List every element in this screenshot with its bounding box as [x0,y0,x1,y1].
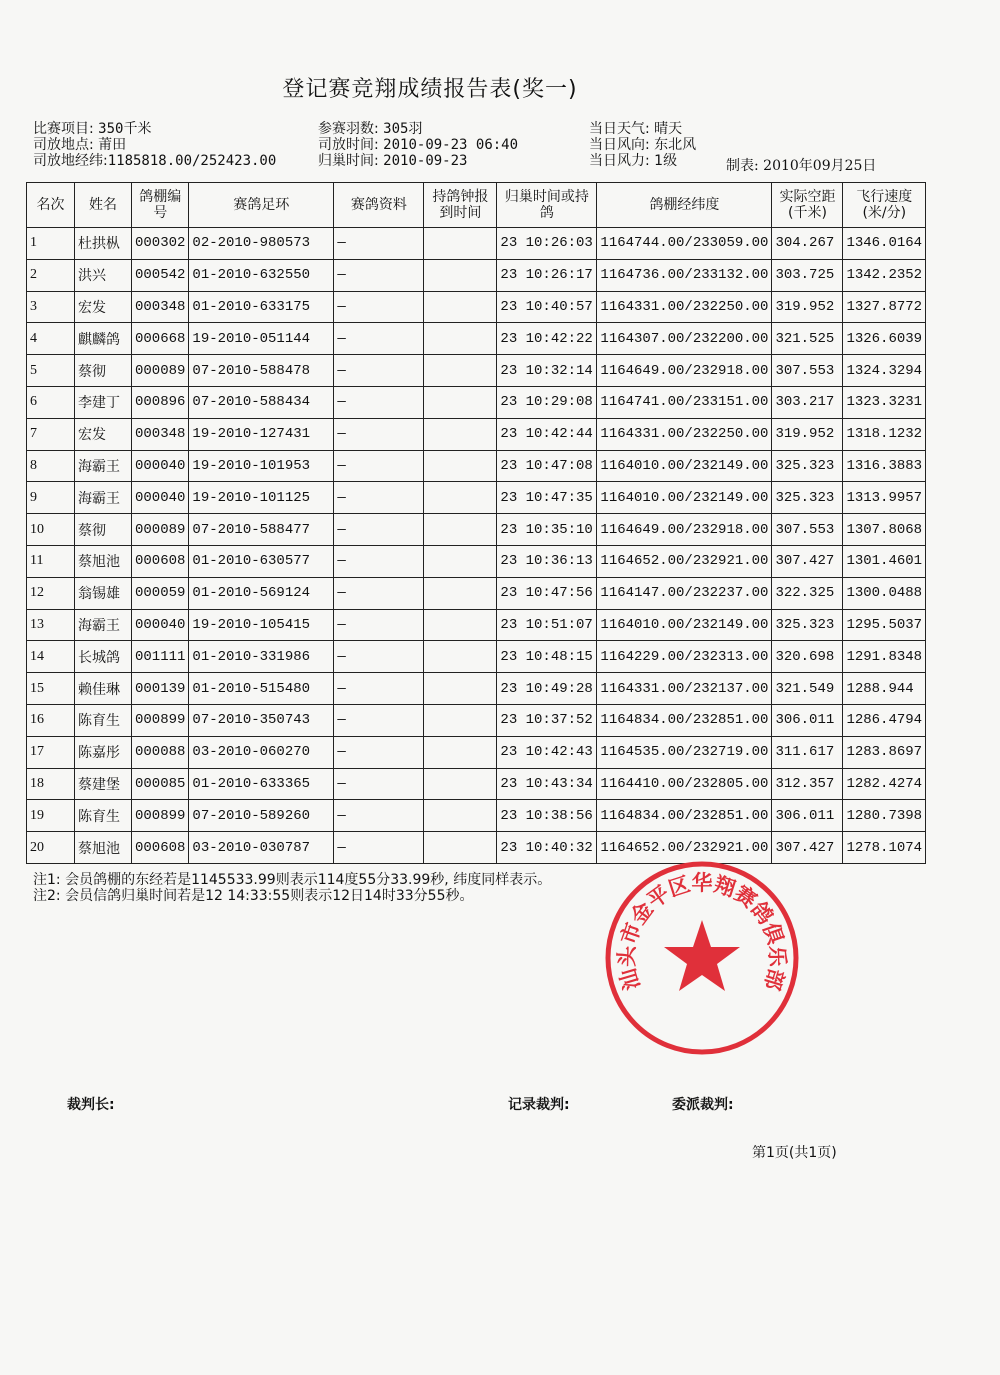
coords-cell: 1164649.00/232918.00 [597,514,772,546]
note-1: 注1: 会员鸽棚的东经若是1145533.99则表示114度55分33.99秒, 纬度同样表示。 [33,872,552,888]
ring-cell: 01-2010-633365 [189,768,334,800]
arrival-cell: 23 10:42:22 [497,323,597,355]
header-clock: 持鸽钟报到时间 [424,183,497,228]
arrival-cell: 23 10:42:43 [497,736,597,768]
speed-cell: 1327.8772 [843,291,926,323]
wind-dir-label: 当日风向: [589,137,650,153]
arrival-cell: 23 10:43:34 [497,768,597,800]
speed-cell: 1300.0488 [843,577,926,609]
ring-cell: 01-2010-331986 [189,641,334,673]
distance-cell: 319.952 [772,291,843,323]
distance-cell: 321.525 [772,323,843,355]
arrival-cell: 23 10:29:08 [497,386,597,418]
rank-cell: 10 [27,514,75,546]
release-coords-value: 1185818.00/252423.00 [107,153,277,169]
table-row [27,482,926,514]
speed-cell: 1342.2352 [843,259,926,291]
ring-cell: 01-2010-515480 [189,673,334,705]
wind-force-line [589,153,696,169]
table-row [27,736,926,768]
header-speed: 飞行速度(米/分) [843,183,926,228]
rank-cell: 19 [27,800,75,832]
name-cell: 蔡旭池 [75,832,132,864]
info-cell: — [334,545,424,577]
clock-cell [424,259,497,291]
loft-cell: 000040 [132,609,189,641]
coords-cell: 1164307.00/232200.00 [597,323,772,355]
header-name: 姓名 [75,183,132,228]
header-loft: 鸽棚编号 [132,183,189,228]
rank-cell: 6 [27,386,75,418]
ring-cell: 01-2010-630577 [189,545,334,577]
arrival-cell: 23 10:26:17 [497,259,597,291]
speed-cell: 1316.3883 [843,450,926,482]
clock-cell [424,673,497,705]
coords-cell: 1164652.00/232921.00 [597,832,772,864]
ring-cell: 19-2010-105415 [189,609,334,641]
table-row [27,514,926,546]
loft-cell: 000668 [132,323,189,355]
distance-cell: 320.698 [772,641,843,673]
info-cell: — [334,450,424,482]
info-cell: — [334,609,424,641]
speed-cell: 1291.8348 [843,641,926,673]
notes [33,872,551,904]
note-2: 注2: 会员信鸽归巢时间若是12 14:33:55则表示12日14时33分55秒。 [33,888,474,904]
arrival-cell: 23 10:26:03 [497,228,597,260]
made-label: 制表: [726,158,759,174]
ring-cell: 07-2010-589260 [189,800,334,832]
arrival-cell: 23 10:47:56 [497,577,597,609]
coords-cell: 1164010.00/232149.00 [597,482,772,514]
arrival-cell: 23 10:37:52 [497,704,597,736]
coords-cell: 1164744.00/233059.00 [597,228,772,260]
rank-cell: 18 [27,768,75,800]
arrival-cell: 23 10:40:32 [497,832,597,864]
race-item-value: 350千米 [98,121,152,137]
rank-cell: 2 [27,259,75,291]
arrival-cell: 23 10:38:56 [497,800,597,832]
speed-cell: 1280.7398 [843,800,926,832]
ring-cell: 01-2010-569124 [189,577,334,609]
speed-cell: 1301.4601 [843,545,926,577]
speed-cell: 1288.944 [843,673,926,705]
ring-cell: 02-2010-980573 [189,228,334,260]
info-cell: — [334,323,424,355]
coords-cell: 1164649.00/232918.00 [597,355,772,387]
clock-cell [424,609,497,641]
ring-cell: 01-2010-633175 [189,291,334,323]
loft-cell: 000899 [132,704,189,736]
arrival-cell: 23 10:47:08 [497,450,597,482]
distance-cell: 319.952 [772,418,843,450]
table-row [27,386,926,418]
distance-cell: 303.725 [772,259,843,291]
name-cell: 宏发 [75,291,132,323]
name-cell: 洪兴 [75,259,132,291]
clock-cell [424,545,497,577]
distance-cell: 312.357 [772,768,843,800]
arrival-cell: 23 10:32:14 [497,355,597,387]
speed-cell: 1324.3294 [843,355,926,387]
made-date-value: 2010年09月25日 [763,158,877,174]
wind-dir-line [589,137,696,153]
loft-cell: 000059 [132,577,189,609]
clock-cell [424,228,497,260]
rank-cell: 1 [27,228,75,260]
speed-cell: 1282.4274 [843,768,926,800]
name-cell: 陈育生 [75,800,132,832]
clock-cell [424,704,497,736]
coords-cell: 1164010.00/232149.00 [597,609,772,641]
info-cell: — [334,641,424,673]
release-site-value: 莆田 [98,137,127,153]
name-cell: 宏发 [75,418,132,450]
name-cell: 海霸王 [75,482,132,514]
coords-cell: 1164410.00/232805.00 [597,768,772,800]
distance-cell: 307.427 [772,832,843,864]
ring-cell: 07-2010-350743 [189,704,334,736]
loft-cell: 001111 [132,641,189,673]
arrival-cell: 23 10:49:28 [497,673,597,705]
name-cell: 蔡彻 [75,514,132,546]
ring-cell: 01-2010-632550 [189,259,334,291]
entries-value: 305羽 [383,121,423,137]
loft-cell: 000348 [132,418,189,450]
table-row [27,323,926,355]
loft-cell: 000089 [132,514,189,546]
info-column-race [33,121,276,169]
distance-cell: 322.325 [772,577,843,609]
table-row [27,450,926,482]
recording-referee-label: 记录裁判: [508,1097,570,1113]
rank-cell: 8 [27,450,75,482]
rank-cell: 13 [27,609,75,641]
coords-cell: 1164652.00/232921.00 [597,545,772,577]
ring-cell: 03-2010-030787 [189,832,334,864]
ring-cell: 07-2010-588434 [189,386,334,418]
distance-cell: 307.553 [772,514,843,546]
coords-cell: 1164741.00/233151.00 [597,386,772,418]
name-cell: 陈嘉彤 [75,736,132,768]
rank-cell: 17 [27,736,75,768]
table-row [27,418,926,450]
wind-force-label: 当日风力: [589,153,650,169]
loft-cell: 000302 [132,228,189,260]
loft-cell: 000348 [132,291,189,323]
arrival-cell: 23 10:47:35 [497,482,597,514]
arrival-cell: 23 10:48:15 [497,641,597,673]
entries-line [318,121,518,137]
made-date-line [726,155,876,175]
clock-cell [424,291,497,323]
info-cell: — [334,386,424,418]
info-cell: — [334,800,424,832]
ring-cell: 19-2010-101953 [189,450,334,482]
info-column-weather [589,121,696,169]
loft-cell: 000608 [132,545,189,577]
release-coords-label: 司放地经纬: [33,153,108,169]
name-cell: 海霸王 [75,609,132,641]
coords-cell: 1164736.00/233132.00 [597,259,772,291]
speed-cell: 1295.5037 [843,609,926,641]
speed-cell: 1313.9957 [843,482,926,514]
wind-dir-value: 东北风 [654,137,697,153]
header-rank: 名次 [27,183,75,228]
arrival-cell: 23 10:40:57 [497,291,597,323]
table-row [27,609,926,641]
clock-cell [424,768,497,800]
release-site-line [33,137,276,153]
table-row [27,768,926,800]
loft-cell: 000089 [132,355,189,387]
info-cell: — [334,259,424,291]
info-cell: — [334,832,424,864]
name-cell: 海霸王 [75,450,132,482]
coords-cell: 1164535.00/232719.00 [597,736,772,768]
clock-cell [424,514,497,546]
rank-cell: 15 [27,673,75,705]
table-row [27,641,926,673]
name-cell: 赖佳琳 [75,673,132,705]
speed-cell: 1323.3231 [843,386,926,418]
coords-cell: 1164331.00/232250.00 [597,418,772,450]
race-item-label: 比赛项目: [33,121,94,137]
loft-cell: 000085 [132,768,189,800]
header-coords: 鸽棚经纬度 [597,183,772,228]
loft-cell: 000139 [132,673,189,705]
table-row [27,704,926,736]
clock-cell [424,577,497,609]
report-title: 登记赛竞翔成绩报告表(奖一) [282,77,578,102]
header-info: 赛鸽资料 [334,183,424,228]
loft-cell: 000542 [132,259,189,291]
ring-cell: 03-2010-060270 [189,736,334,768]
arrival-cell: 23 10:36:13 [497,545,597,577]
coords-cell: 1164834.00/232851.00 [597,704,772,736]
ring-cell: 19-2010-127431 [189,418,334,450]
distance-cell: 311.617 [772,736,843,768]
entries-label: 参赛羽数: [318,121,379,137]
distance-cell: 325.323 [772,482,843,514]
info-cell: — [334,291,424,323]
coords-cell: 1164331.00/232137.00 [597,673,772,705]
distance-cell: 304.267 [772,228,843,260]
table-row [27,291,926,323]
return-time-label: 归巢时间: [318,153,379,169]
rank-cell: 11 [27,545,75,577]
clock-cell [424,450,497,482]
race-item-line [33,121,276,137]
release-site-label: 司放地点: [33,137,94,153]
results-table [26,182,926,864]
table-row [27,259,926,291]
weather-line [589,121,696,137]
rank-cell: 16 [27,704,75,736]
distance-cell: 325.323 [772,450,843,482]
info-cell: — [334,704,424,736]
distance-cell: 303.217 [772,386,843,418]
speed-cell: 1283.8697 [843,736,926,768]
loft-cell: 000608 [132,832,189,864]
seal-text: 汕头市金平区华翔赛鸽俱乐部 [613,870,791,994]
table-row [27,673,926,705]
release-coords-line [33,153,276,169]
info-cell: — [334,768,424,800]
arrival-cell: 23 10:42:44 [497,418,597,450]
info-cell: — [334,482,424,514]
coords-cell: 1164147.00/232237.00 [597,577,772,609]
distance-cell: 306.011 [772,800,843,832]
star-icon [664,920,740,991]
table-row [27,545,926,577]
distance-cell: 325.323 [772,609,843,641]
info-cell: — [334,514,424,546]
clock-cell [424,355,497,387]
rank-cell: 9 [27,482,75,514]
clock-cell [424,418,497,450]
rank-cell: 14 [27,641,75,673]
name-cell: 蔡旭池 [75,545,132,577]
clock-cell [424,641,497,673]
ring-cell: 07-2010-588478 [189,355,334,387]
rank-cell: 7 [27,418,75,450]
distance-cell: 307.427 [772,545,843,577]
header-arrival: 归巢时间或持鸽 [497,183,597,228]
weather-label: 当日天气: [589,121,650,137]
coords-cell: 1164331.00/232250.00 [597,291,772,323]
info-cell: — [334,673,424,705]
speed-cell: 1318.1232 [843,418,926,450]
info-cell: — [334,228,424,260]
page-number: 第1页(共1页) [752,1145,837,1161]
info-column-times [318,121,518,169]
clock-cell [424,386,497,418]
name-cell: 杜拱枞 [75,228,132,260]
coords-cell: 1164834.00/232851.00 [597,800,772,832]
return-time-line [318,153,518,169]
coords-cell: 1164229.00/232313.00 [597,641,772,673]
table-row [27,228,926,260]
ring-cell: 07-2010-588477 [189,514,334,546]
loft-cell: 000040 [132,450,189,482]
name-cell: 蔡建堡 [75,768,132,800]
distance-cell: 306.011 [772,704,843,736]
info-cell: — [334,418,424,450]
header-ring: 赛鸽足环 [189,183,334,228]
rank-cell: 20 [27,832,75,864]
coords-cell: 1164010.00/232149.00 [597,450,772,482]
chief-referee-label: 裁判长: [67,1097,115,1113]
table-row [27,577,926,609]
name-cell: 蔡彻 [75,355,132,387]
assigned-referee-label: 委派裁判: [672,1097,734,1113]
speed-cell: 1326.6039 [843,323,926,355]
rank-cell: 3 [27,291,75,323]
distance-cell: 307.553 [772,355,843,387]
loft-cell: 000040 [132,482,189,514]
speed-cell: 1278.1074 [843,832,926,864]
loft-cell: 000899 [132,800,189,832]
rank-cell: 12 [27,577,75,609]
name-cell: 长城鸽 [75,641,132,673]
loft-cell: 000088 [132,736,189,768]
ring-cell: 19-2010-051144 [189,323,334,355]
info-cell: — [334,355,424,387]
return-time-value: 2010-09-23 [383,153,468,169]
arrival-cell: 23 10:35:10 [497,514,597,546]
table-row [27,800,926,832]
wind-force-value: 1级 [654,153,678,169]
header-distance: 实际空距(千米) [772,183,843,228]
weather-value: 晴天 [654,121,683,137]
name-cell: 陈育生 [75,704,132,736]
loft-cell: 000896 [132,386,189,418]
table-row [27,355,926,387]
speed-cell: 1346.0164 [843,228,926,260]
rank-cell: 4 [27,323,75,355]
ring-cell: 19-2010-101125 [189,482,334,514]
distance-cell: 321.549 [772,673,843,705]
name-cell: 李建丁 [75,386,132,418]
clock-cell [424,832,497,864]
rank-cell: 5 [27,355,75,387]
release-time-value: 2010-09-23 06:40 [383,137,519,153]
clock-cell [424,736,497,768]
clock-cell [424,482,497,514]
club-seal [602,858,802,1058]
table-header-row [27,183,926,228]
name-cell: 麒麟鸽 [75,323,132,355]
name-cell: 翁锡雄 [75,577,132,609]
info-cell: — [334,736,424,768]
arrival-cell: 23 10:51:07 [497,609,597,641]
speed-cell: 1307.8068 [843,514,926,546]
clock-cell [424,800,497,832]
speed-cell: 1286.4794 [843,704,926,736]
clock-cell [424,323,497,355]
release-time-line [318,137,518,153]
info-cell: — [334,577,424,609]
release-time-label: 司放时间: [318,137,379,153]
